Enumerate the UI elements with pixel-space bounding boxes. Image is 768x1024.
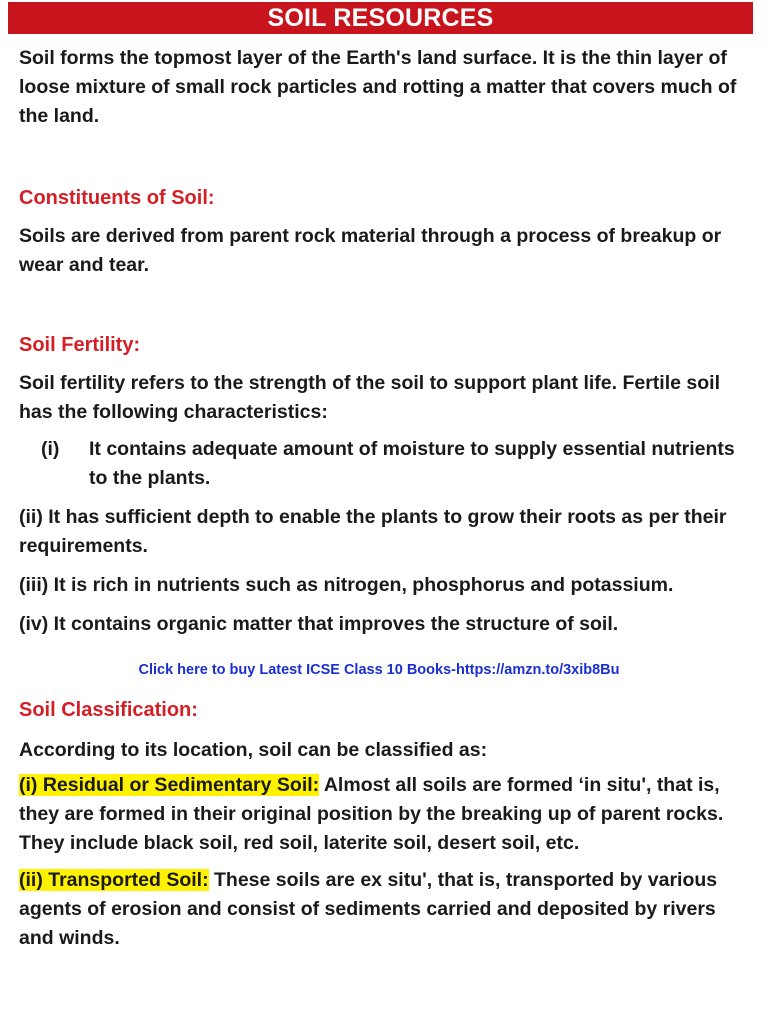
classification-item-transported (19, 866, 739, 953)
transported-soil-label: (ii) Transported Soil: (19, 869, 209, 891)
constituents-heading: Constituents of Soil: (19, 187, 215, 209)
fertility-item-4: (iv) It contains organic matter that improves the structure of soil. (19, 613, 619, 635)
fertility-heading: Soil Fertility: (19, 334, 141, 356)
transported-soil-text: These soils are ex situ', that is, transported by various agents of erosion and consist of sediments carried and deposited by rivers and winds. (19, 869, 718, 949)
fertility-item-3: (iii) It is rich in nutrients such as nitrogen, phosphorus and potassium. (19, 574, 674, 596)
fertility-item-1 (41, 435, 739, 493)
document-body (19, 44, 739, 961)
buy-books-link[interactable]: Click here to buy Latest ICSE Class 10 Books-https://amzn.to/3xib8Bu (138, 662, 620, 678)
residual-soil-text: Almost all soils are formed ‘in situ', that is, they are formed in their original position by the breaking up of parent rocks. They include black soil, red soil, laterite soil, desert soil, etc. (19, 774, 724, 854)
classification-item-residual (19, 771, 739, 858)
fertility-item-1-text: It contains adequate amount of moisture to supply essential nutrients to the plants. (89, 438, 735, 489)
fertility-item-1-number: (i) (41, 438, 60, 460)
residual-soil-label: (i) Residual or Sedimentary Soil: (19, 774, 320, 796)
intro-paragraph: Soil forms the topmost layer of the Earth's land surface. It is the thin layer of loose mixture of small rock particles and rotting a matter that covers much of the land. (19, 47, 737, 127)
constituents-paragraph: Soils are derived from parent rock material through a process of breakup or wear and tear. (19, 225, 722, 276)
fertility-item-2: (ii) It has sufficient depth to enable the plants to grow their roots as per their requirements. (19, 506, 727, 557)
classification-intro: According to its location, soil can be classified as: (19, 739, 488, 761)
classification-heading: Soil Classification: (19, 699, 198, 721)
page-title: SOIL RESOURCES (8, 2, 753, 34)
fertility-intro: Soil fertility refers to the strength of the soil to support plant life. Fertile soil has the following characteristics: (19, 372, 720, 423)
